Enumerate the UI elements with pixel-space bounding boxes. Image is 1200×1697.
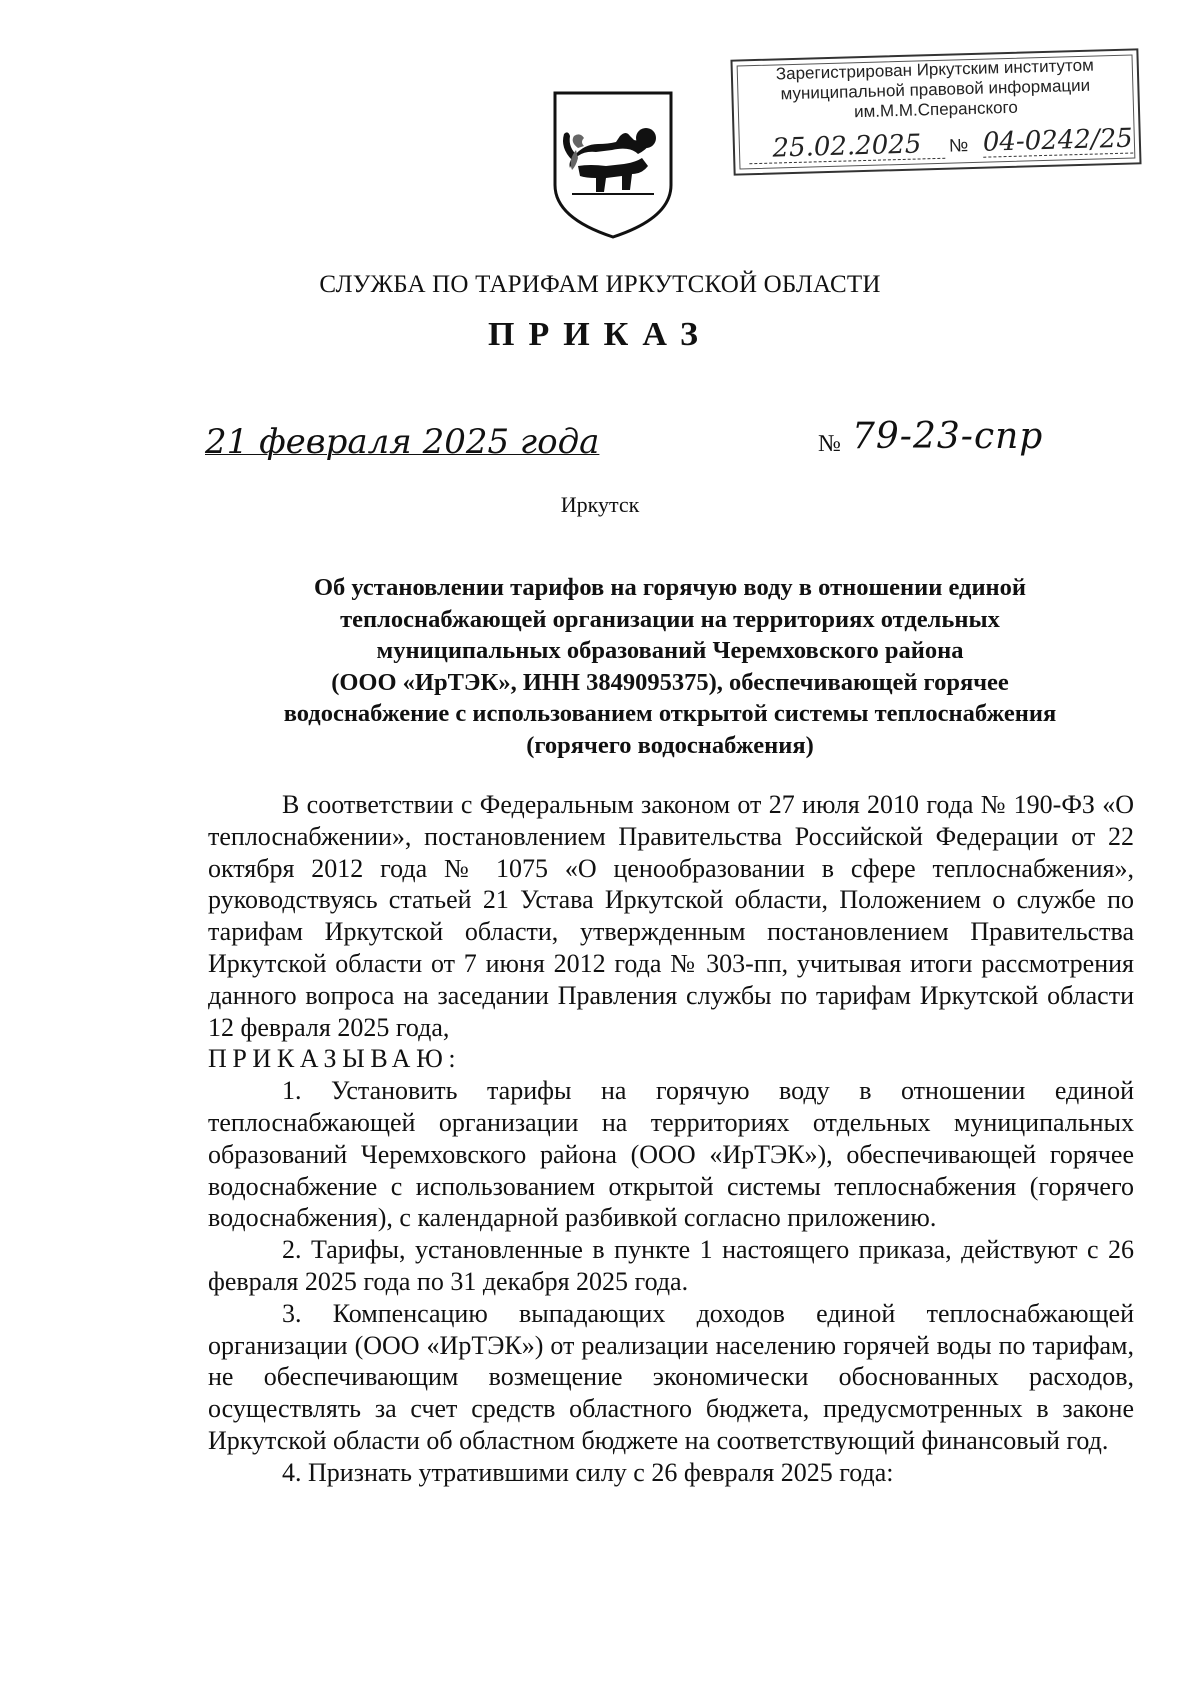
- order-item-2: 2. Тарифы, установленные в пункте 1 настоящего приказа, действуют с 26 февраля 2025 года по 31 декабря 2025 года.: [208, 1235, 1134, 1296]
- order-number-label: №: [818, 431, 841, 457]
- stamp-registration-number: 04-0242/25: [982, 123, 1134, 158]
- registration-stamp: [730, 48, 1141, 175]
- title-line: (ООО «ИрТЭК», ИНН 3849095375), обеспечивающей горячее: [331, 668, 1009, 696]
- order-number: 79-23-спр: [852, 416, 1044, 457]
- title-line: водоснабжение с использованием открытой системы теплоснабжения: [283, 700, 1057, 728]
- title-line: муниципальных образований Черемховского района: [376, 637, 964, 665]
- order-date: 21 февраля 2025 года: [205, 422, 600, 462]
- stamp-number-label: №: [948, 135, 969, 156]
- title-line: Об установлении тарифов на горячую воду в отношении единой: [313, 574, 1027, 601]
- order-item-1: 1. Установить тарифы на горячую воду в отношении единой теплоснабжающей организации на территориях отдельных муниципальных образований Черемховского района (ООО «ИрТЭК»), обеспечивающей горячее водоснабжение с использованием открытой системы теплоснабжения (горячего водоснабжения), с календарной разбивкой согласно приложению.: [208, 1076, 1134, 1233]
- document-title: [200, 572, 1140, 762]
- issue-city: Иркутск: [560, 492, 640, 517]
- stamp-registration-date: 25.02.2025: [749, 130, 946, 164]
- stamp-line-2: муниципальной правовой информации: [780, 75, 1091, 104]
- coat-of-arms-emblem: [550, 90, 676, 240]
- title-line: теплоснабжающей организации на территориях отдельных: [340, 605, 1000, 633]
- document-type-heading: ПРИКАЗ: [488, 316, 712, 353]
- stamp-line-1: Зарегистрирован Иркутским институтом: [775, 55, 1095, 84]
- agency-name: СЛУЖБА ПО ТАРИФАМ ИРКУТСКОЙ ОБЛАСТИ: [319, 271, 881, 298]
- order-item-4: 4. Признать утратившими силу с 26 февраля 2025 года:: [282, 1457, 894, 1487]
- order-item-3: 3. Компенсацию выпадающих доходов единой теплоснабжающей организации (ООО «ИрТЭК») от реализации населению горячей воды по тарифам, не обеспечивающим возмещение экономически обоснованных расходов, осуществлять за счет средств областного бюджета, предусмотренных в законе Иркутской области об областном бюджете на соответствующий финансовый год.: [208, 1298, 1134, 1455]
- order-word: ПРИКАЗЫВАЮ:: [208, 1044, 462, 1074]
- document-body: [208, 789, 1134, 1489]
- title-line: (горячего водоснабжения): [526, 731, 814, 759]
- stamp-line-3: им.М.М.Сперанского: [853, 97, 1019, 122]
- preamble-paragraph: В соответствии с Федеральным законом от 27 июля 2010 года № 190-ФЗ «О теплоснабжении», постановлением Правительства Российской Федерации от 22 октября 2012 года № 1075 «О ценообразовании в сфере теплоснабжения», руководствуясь статьей 21 Устава Иркутской области, Положением о службе по тарифам Иркутской области, утвержденным постановлением Правительства Иркутской области от 7 июня 2012 года № 303-пп, учитывая итоги рассмотрения данного вопроса на заседании Правления службы по тарифам Иркутской области 12 февраля 2025 года,: [208, 790, 1134, 1042]
